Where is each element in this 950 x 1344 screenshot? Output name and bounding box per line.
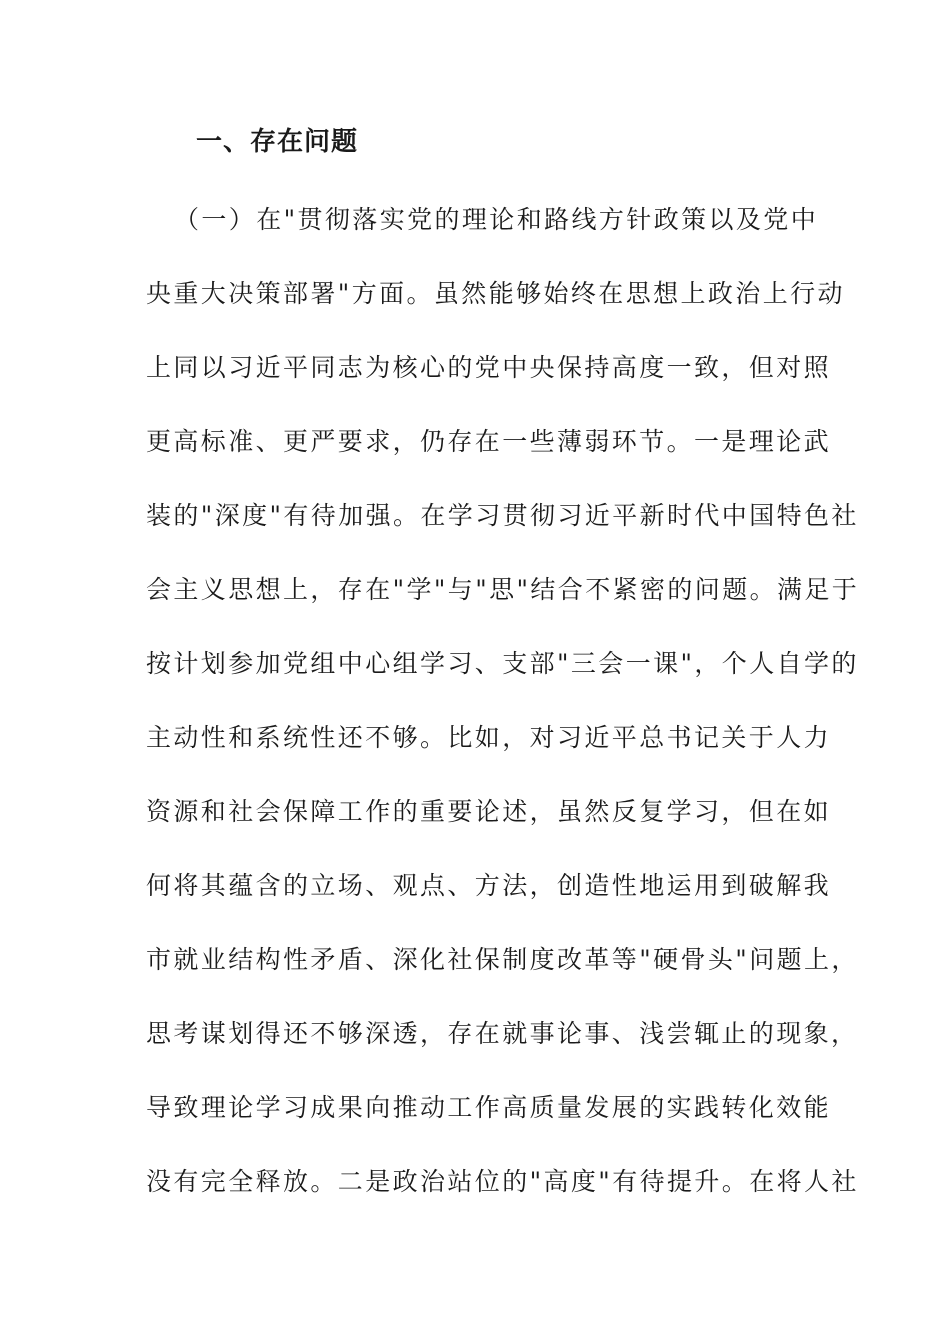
paragraph-line: 导致理论学习成果向推动工作高质量发展的实践转化效能 [146, 1093, 832, 1122]
paragraph-line: 主动性和系统性还不够。比如，对习近平总书记关于人力 [146, 723, 832, 752]
section-heading: 一、存在问题 [196, 127, 359, 157]
paragraph-line: 装的"深度"有待加强。在学习贯彻习近平新时代中国特色社 [146, 501, 859, 530]
paragraph-line: （一）在"贯彻落实党的理论和路线方针政策以及党中 [174, 205, 819, 234]
paragraph-line: 没有完全释放。二是政治站位的"高度"有待提升。在将人社 [146, 1167, 859, 1196]
paragraph-line: 上同以习近平同志为核心的党中央保持高度一致，但对照 [146, 353, 832, 382]
paragraph-line: 何将其蕴含的立场、观点、方法，创造性地运用到破解我 [146, 871, 832, 900]
body-paragraph [146, 196, 860, 1232]
paragraph-line: 市就业结构性矛盾、深化社保制度改革等"硬骨头"问题上， [146, 945, 859, 974]
paragraph-line: 更高标准、更严要求，仍存在一些薄弱环节。一是理论武 [146, 427, 832, 456]
paragraph-line: 资源和社会保障工作的重要论述，虽然反复学习，但在如 [146, 797, 832, 826]
paragraph-line: 央重大决策部署"方面。虽然能够始终在思想上政治上行动 [146, 279, 845, 308]
paragraph-line: 会主义思想上，存在"学"与"思"结合不紧密的问题。满足于 [146, 575, 860, 604]
paragraph-line: 按计划参加党组中心组学习、支部"三会一课"，个人自学的 [146, 649, 859, 678]
paragraph-line: 思考谋划得还不够深透，存在就事论事、浅尝辄止的现象， [146, 1019, 859, 1048]
